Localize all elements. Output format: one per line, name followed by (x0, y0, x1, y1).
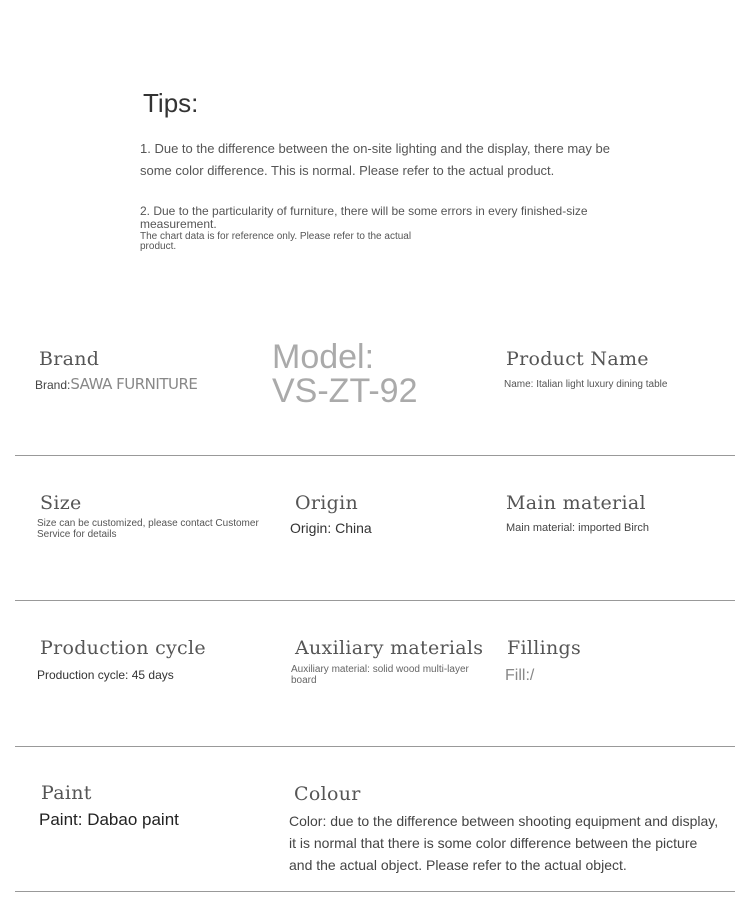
divider (15, 600, 735, 601)
brand-heading: Brand (39, 348, 100, 370)
size-heading: Size (40, 492, 82, 514)
origin-value: Origin: China (290, 520, 372, 536)
origin-heading: Origin (295, 492, 359, 514)
brand-label: Brand: (35, 378, 71, 392)
product-name-value: Name: Italian light luxury dining table (504, 379, 668, 390)
paint-value: Paint: Dabao paint (39, 810, 179, 829)
tip-2: 2. Due to the particularity of furniture, there will be some errors in every finished-size measurement. (140, 204, 588, 231)
auxiliary-materials-value: Auxiliary material: solid wood multi-layer board (291, 664, 469, 686)
divider (15, 891, 735, 892)
model-label: Model: (272, 338, 375, 376)
tip-1: 1. Due to the difference between the on-site lighting and the display, there may be some color difference. This is normal. Please refer to the actual product. (140, 141, 610, 178)
colour-value: Color: due to the difference between shooting equipment and display, it is normal that there is some color difference between the picture and the actual object. Please refer to the actual object. (289, 813, 719, 873)
divider (15, 746, 735, 747)
tips-title: Tips: (143, 88, 199, 118)
brand-line (35, 375, 197, 394)
model-number: VS-ZT-92 (272, 372, 418, 410)
tip-2-note: The chart data is for reference only. Please refer to the actual product. (140, 231, 412, 252)
main-material-value: Main material: imported Birch (506, 522, 650, 534)
auxiliary-materials-heading: Auxiliary materials (295, 637, 484, 659)
divider (15, 455, 735, 456)
size-value: Size can be customized, please contact Customer Service for details (37, 518, 259, 540)
product-name-heading: Product Name (506, 348, 649, 370)
production-cycle-value: Production cycle: 45 days (37, 668, 174, 682)
colour-heading: Colour (294, 783, 361, 805)
brand-value: SAWA FURNITURE (70, 375, 198, 393)
paint-heading: Paint (41, 782, 92, 804)
fillings-value: Fill:/ (505, 667, 535, 684)
main-material-heading: Main material (506, 492, 646, 514)
fillings-heading: Fillings (507, 637, 582, 659)
production-cycle-heading: Production cycle (40, 637, 206, 659)
model-block (272, 340, 417, 408)
